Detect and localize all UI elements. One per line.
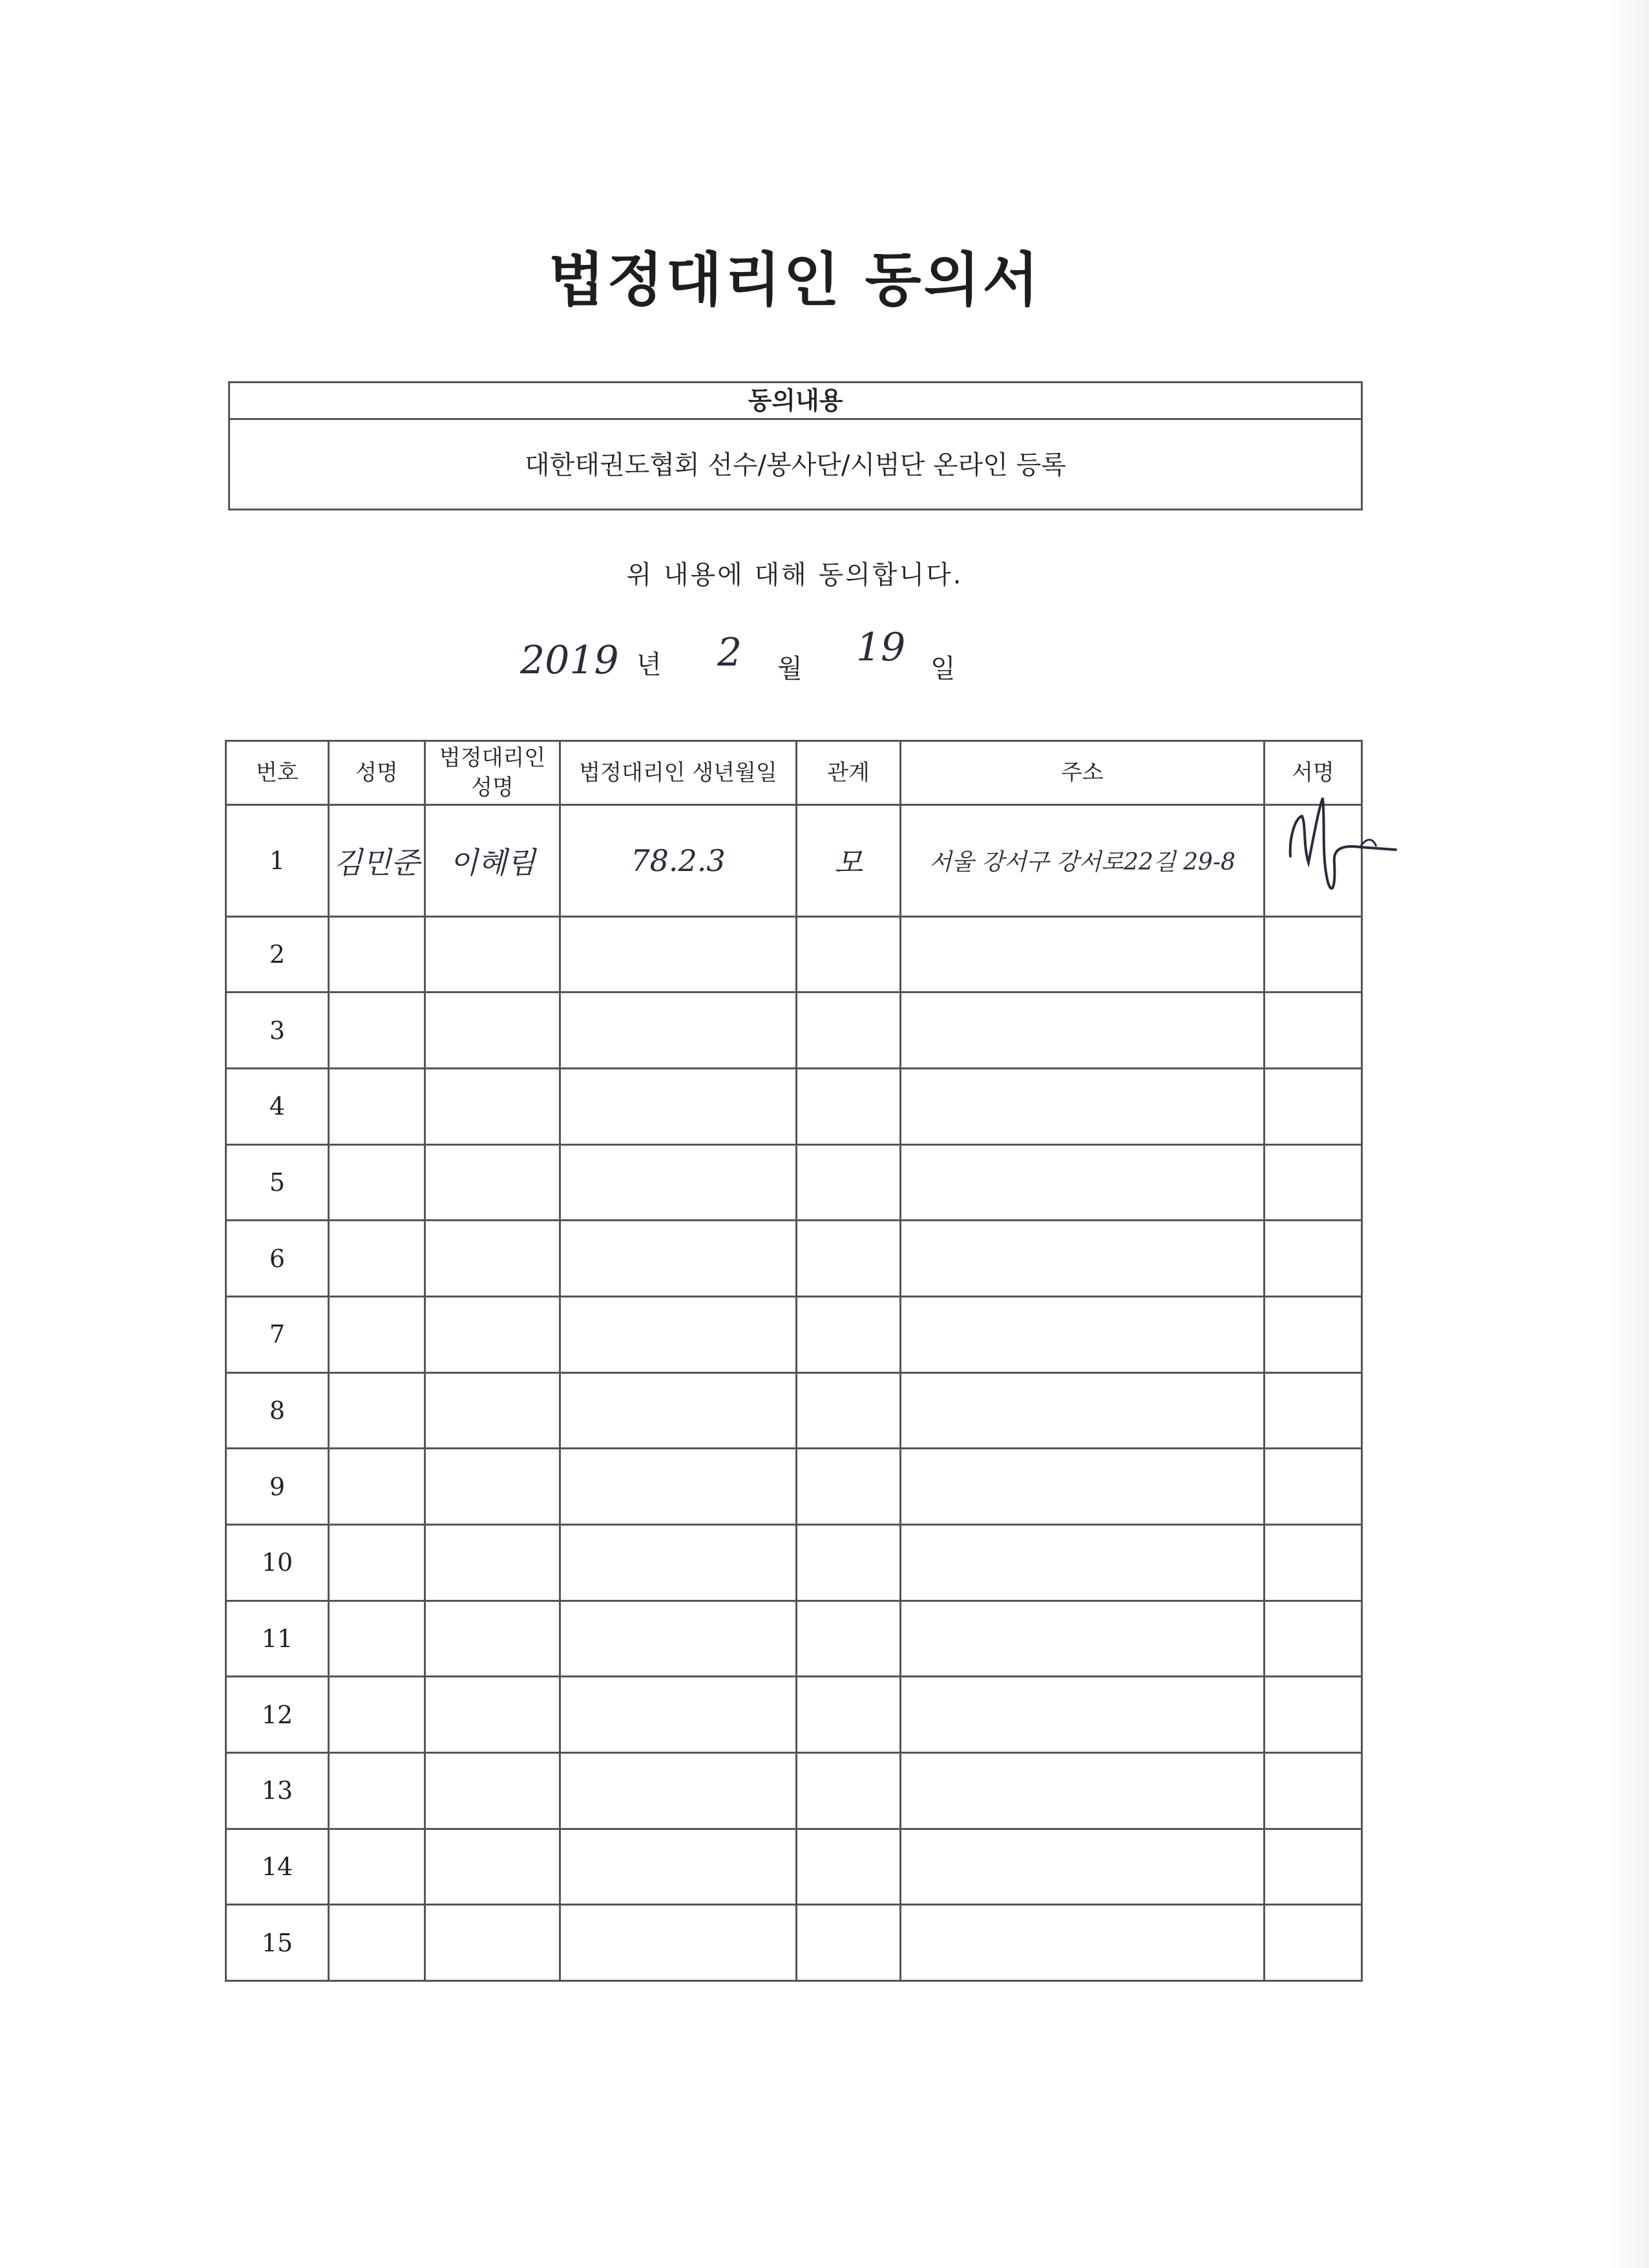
header-guardian-birth: 법정대리인 생년월일: [560, 741, 797, 805]
row-guardian-name: [425, 1297, 560, 1373]
row-guardian-name: [425, 1449, 560, 1525]
row-address: [901, 916, 1265, 992]
date-year-unit: 년: [636, 650, 662, 680]
row-guardian-birth: [560, 1752, 797, 1829]
row-guardian-birth: [560, 1829, 797, 1905]
row-guardian-name: [425, 1601, 560, 1677]
row-relation: [797, 1449, 901, 1525]
date-day: 19: [856, 625, 906, 670]
date-day-unit: 일: [930, 654, 956, 684]
row-signature: [1265, 1905, 1362, 1981]
row-name: 김민준: [329, 805, 425, 917]
header-signature: 서명: [1265, 741, 1362, 805]
row-guardian-birth: [560, 992, 797, 1069]
row-number: 5: [226, 1144, 329, 1221]
table-row: [226, 1144, 1362, 1221]
date-year: 2019: [520, 638, 619, 683]
row-relation: [797, 1752, 901, 1829]
row-number: 2: [226, 916, 329, 992]
row-name: [329, 1905, 425, 1981]
consent-content: 대한태권도협회 선수/봉사단/시범단 온라인 등록: [525, 450, 1066, 480]
header-name: 성명: [329, 741, 425, 805]
document-title: 법정대리인 동의서: [548, 246, 1042, 314]
row-name: [329, 1221, 425, 1297]
signature-stroke: [1290, 798, 1396, 888]
row-number: 12: [226, 1677, 329, 1753]
table-row: [226, 1905, 1362, 1981]
date-line: [0, 625, 1649, 688]
row-relation: [797, 1601, 901, 1677]
agreement-text: 위 내용에 대해 동의합니다.: [626, 560, 963, 590]
row-signature: [1265, 1297, 1362, 1373]
row-guardian-birth: [560, 1297, 797, 1373]
row-guardian-name: [425, 1677, 560, 1753]
header-address: 주소: [901, 741, 1265, 805]
table-row: [226, 916, 1362, 992]
row-address: [901, 992, 1265, 1069]
row-number: 13: [226, 1752, 329, 1829]
row-guardian-birth: [560, 1449, 797, 1525]
row-address: [901, 1297, 1265, 1373]
row-name: [329, 1372, 425, 1449]
row-guardian-name: [425, 916, 560, 992]
row-number: 15: [226, 1905, 329, 1981]
header-relation: 관계: [797, 741, 901, 805]
row-name: [329, 1677, 425, 1753]
row-address: [901, 1905, 1265, 1981]
row-number: 3: [226, 992, 329, 1069]
row-guardian-name: [425, 1372, 560, 1449]
row-number: 7: [226, 1297, 329, 1373]
row-relation: [797, 1297, 901, 1373]
row-address: [901, 1144, 1265, 1221]
row-guardian-name: 이혜림: [425, 805, 560, 917]
row-guardian-birth: [560, 916, 797, 992]
row-number: 6: [226, 1221, 329, 1297]
row-signature: [1265, 1829, 1362, 1905]
row-guardian-name: [425, 992, 560, 1069]
row-address: [901, 1601, 1265, 1677]
row-number: 4: [226, 1069, 329, 1145]
row-relation: [797, 916, 901, 992]
row-signature: [1265, 1144, 1362, 1221]
row-name: [329, 1829, 425, 1905]
row-relation: [797, 1144, 901, 1221]
row-relation: [797, 1829, 901, 1905]
table-row: [226, 992, 1362, 1069]
row-number: 10: [226, 1524, 329, 1601]
row-address: [901, 1449, 1265, 1525]
row-signature: [1265, 1069, 1362, 1145]
row-name: [329, 992, 425, 1069]
row-signature: [1265, 916, 1362, 992]
table-row: [226, 1449, 1362, 1525]
row-address: [901, 1752, 1265, 1829]
row-guardian-birth: [560, 1905, 797, 1981]
signature-mark: [1283, 785, 1412, 914]
table-row: [226, 1221, 1362, 1297]
row-guardian-name: [425, 1144, 560, 1221]
row-address: [901, 1221, 1265, 1297]
table-row: [226, 1752, 1362, 1829]
row-signature: [1265, 1221, 1362, 1297]
row-relation: [797, 1905, 901, 1981]
row-name: [329, 1144, 425, 1221]
row-guardian-name: [425, 1221, 560, 1297]
row-address: [901, 1069, 1265, 1145]
table-header-row: [226, 741, 1362, 805]
table-row: [226, 1069, 1362, 1145]
row-relation: 모: [797, 805, 901, 917]
row-guardian-name: [425, 1905, 560, 1981]
row-relation: [797, 1677, 901, 1753]
row-signature: [1265, 1752, 1362, 1829]
row-address: [901, 1677, 1265, 1753]
row-number: 14: [226, 1829, 329, 1905]
row-number: 9: [226, 1449, 329, 1525]
table-row: [226, 1524, 1362, 1601]
table-row: [226, 1677, 1362, 1753]
row-number: 11: [226, 1601, 329, 1677]
header-number: 번호: [226, 741, 329, 805]
row-signature: [1265, 1677, 1362, 1753]
row-address: [901, 1524, 1265, 1601]
table-row: [226, 1372, 1362, 1449]
row-guardian-birth: [560, 1372, 797, 1449]
roster-table: [225, 740, 1363, 1982]
row-guardian-birth: [560, 1524, 797, 1601]
row-guardian-name: [425, 1752, 560, 1829]
row-signature: [1265, 1372, 1362, 1449]
row-name: [329, 1069, 425, 1145]
row-signature: [1265, 1524, 1362, 1601]
row-name: [329, 1752, 425, 1829]
row-signature: [1265, 992, 1362, 1069]
row-signature: [1265, 1449, 1362, 1525]
row-relation: [797, 992, 901, 1069]
consent-box: [228, 381, 1363, 510]
row-address: [901, 1372, 1265, 1449]
row-name: [329, 1297, 425, 1373]
row-relation: [797, 1372, 901, 1449]
row-address: 서울 강서구 강서로22길 29-8: [901, 805, 1265, 917]
row-name: [329, 1524, 425, 1601]
row-relation: [797, 1221, 901, 1297]
row-signature: [1265, 1601, 1362, 1677]
row-name: [329, 1449, 425, 1525]
row-guardian-birth: [560, 1221, 797, 1297]
table-row: [226, 1601, 1362, 1677]
row-name: [329, 916, 425, 992]
row-number: 1: [226, 805, 329, 917]
row-guardian-birth: [560, 1601, 797, 1677]
table-row: [226, 1829, 1362, 1905]
row-guardian-birth: [560, 1069, 797, 1145]
row-guardian-birth: 78.2.3: [560, 805, 797, 917]
row-guardian-name: [425, 1524, 560, 1601]
row-address: [901, 1829, 1265, 1905]
table-row: [226, 805, 1362, 917]
row-guardian-birth: [560, 1144, 797, 1221]
row-number: 8: [226, 1372, 329, 1449]
date-month-unit: 월: [777, 654, 803, 684]
date-month: 2: [717, 630, 742, 675]
row-name: [329, 1601, 425, 1677]
scan-edge: [1609, 0, 1649, 2268]
table-row: [226, 1297, 1362, 1373]
header-guardian-name: 법정대리인 성명: [425, 741, 560, 805]
consent-header: 동의내용: [230, 383, 1361, 420]
row-guardian-name: [425, 1829, 560, 1905]
row-guardian-name: [425, 1069, 560, 1145]
row-guardian-birth: [560, 1677, 797, 1753]
row-relation: [797, 1524, 901, 1601]
row-relation: [797, 1069, 901, 1145]
